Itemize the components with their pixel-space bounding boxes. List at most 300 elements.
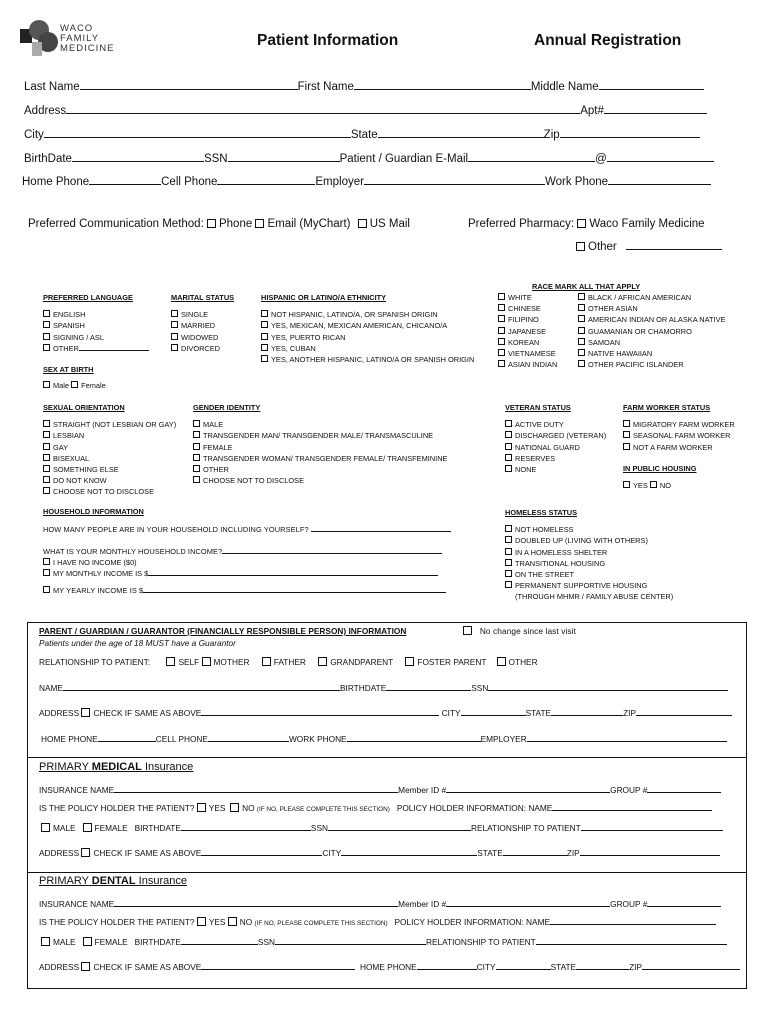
- marital-option: MARRIED: [181, 321, 216, 331]
- housing-yes-label: YES: [633, 481, 648, 491]
- home-phone-label: HOME PHONE: [41, 734, 98, 744]
- dental-relationship-field[interactable]: [536, 936, 727, 945]
- medical-insurance-title: [39, 761, 193, 773]
- checkbox[interactable]: [623, 443, 630, 450]
- address-label: ADDRESS: [39, 848, 80, 858]
- ssn-label: SSN: [310, 823, 328, 833]
- guarantor-name-field[interactable]: [63, 682, 340, 691]
- comm-email-checkbox[interactable]: [255, 219, 264, 228]
- comm-mail-checkbox[interactable]: [358, 219, 367, 228]
- household-size-field[interactable]: [311, 524, 451, 532]
- rel-option: FATHER: [273, 657, 306, 667]
- checkbox[interactable]: [505, 525, 512, 532]
- household-size-label: HOW MANY PEOPLE ARE IN YOUR HOUSEHOLD INCLUDING YOURSELF?: [43, 525, 309, 534]
- gender-option: MALE: [203, 420, 224, 430]
- state-field[interactable]: [378, 127, 544, 138]
- birthdate-field[interactable]: [72, 151, 204, 162]
- farm-worker-title: FARM WORKER STATUS: [623, 403, 711, 412]
- hispanic-section: [261, 292, 474, 365]
- race-option: ASIAN INDIAN: [508, 360, 558, 370]
- dental-ssn-field[interactable]: [275, 936, 426, 945]
- sexual-orientation-section: [43, 402, 176, 498]
- checkbox[interactable]: [43, 454, 50, 461]
- race-option: CHINESE: [508, 304, 541, 314]
- checkbox[interactable]: [193, 476, 200, 483]
- guarantor-home-phone-field[interactable]: [98, 733, 156, 742]
- phone-row: [22, 174, 711, 188]
- monthly-income-row: [43, 546, 442, 556]
- orientation-option: DO NOT KNOW: [53, 476, 107, 486]
- rel-father-checkbox[interactable]: [262, 657, 271, 666]
- rel-self-checkbox[interactable]: [166, 657, 175, 666]
- checkbox[interactable]: [623, 431, 630, 438]
- address-label: Address: [24, 105, 67, 117]
- rel-other-checkbox[interactable]: [497, 657, 506, 666]
- orientation-option: SOMETHING ELSE: [53, 465, 119, 475]
- checkbox[interactable]: [578, 349, 585, 356]
- sex-female-checkbox[interactable]: [71, 381, 78, 388]
- income-options: [43, 557, 438, 579]
- email-user-field[interactable]: [468, 151, 595, 162]
- checkbox[interactable]: [43, 431, 50, 438]
- sex-female-label: Female: [81, 381, 106, 391]
- birthdate-label: BIRTHDATE: [134, 937, 181, 947]
- state-label: STATE: [550, 962, 577, 972]
- relationship-label: RELATIONSHIP TO PATIENT: [425, 937, 536, 947]
- same-address-label: CHECK IF SAME AS ABOVE: [93, 962, 202, 972]
- comm-mail-label: US Mail: [369, 218, 410, 230]
- city-field[interactable]: [44, 127, 351, 138]
- medical-state-field[interactable]: [503, 847, 567, 856]
- comm-phone-label: Phone: [218, 218, 253, 230]
- checkbox[interactable]: [505, 420, 512, 427]
- checkbox[interactable]: [43, 465, 50, 472]
- no-income-checkbox[interactable]: [43, 558, 50, 565]
- checkbox[interactable]: [193, 454, 200, 461]
- homeless-option: ON THE STREET: [515, 570, 574, 580]
- homeless-option: IN A HOMELESS SHELTER: [515, 547, 608, 557]
- yearly-income-checkbox[interactable]: [43, 586, 50, 593]
- divider: [27, 757, 747, 758]
- race-option: GUAMANIAN OR CHAMORRO: [588, 326, 692, 336]
- checkbox[interactable]: [43, 310, 50, 317]
- checkbox[interactable]: [578, 338, 585, 345]
- medical-holder-no-checkbox[interactable]: [230, 803, 239, 812]
- dental-birthdate-field[interactable]: [181, 936, 258, 945]
- dental-kind: DENTAL: [91, 875, 136, 887]
- race-option: JAPANESE: [508, 326, 547, 336]
- lang-other-field[interactable]: [79, 343, 149, 351]
- ssn-field[interactable]: [228, 151, 340, 162]
- dental-male-checkbox[interactable]: [41, 937, 50, 946]
- race-option: AMERICAN INDIAN OR ALASKA NATIVE: [588, 315, 726, 325]
- checkbox[interactable]: [498, 315, 505, 322]
- veteran-option: NONE: [515, 465, 537, 475]
- dental-group-field[interactable]: [647, 898, 721, 907]
- race-col-2: [578, 292, 725, 370]
- checkbox[interactable]: [498, 304, 505, 311]
- hispanic-option: YES, MEXICAN, MEXICAN AMERICAN, CHICANO/A: [271, 321, 448, 331]
- gender-option: OTHER: [203, 465, 229, 475]
- monthly-label: MY MONTHLY INCOME IS $: [53, 569, 149, 579]
- gender-option: CHOOSE NOT TO DISCLOSE: [203, 476, 305, 486]
- comm-label: Preferred Communication Method:: [28, 218, 204, 230]
- race-title: RACE MARK ALL THAT APPLY: [532, 282, 641, 291]
- race-option: VIETNAMESE: [508, 349, 556, 359]
- checkbox[interactable]: [193, 420, 200, 427]
- city-row: [24, 127, 700, 141]
- checkbox[interactable]: [171, 344, 178, 351]
- lang-option: SIGNING / ASL: [53, 332, 104, 342]
- rel-grandparent-checkbox[interactable]: [318, 657, 327, 666]
- guarantor-ssn-field[interactable]: [488, 682, 728, 691]
- comm-email-label: Email (MyChart): [267, 218, 351, 230]
- monthly-income-field[interactable]: [222, 546, 442, 554]
- state-label: STATE: [477, 848, 503, 858]
- yes-label: YES: [208, 803, 226, 813]
- dental-same-address-checkbox[interactable]: [81, 962, 90, 971]
- home-phone-field[interactable]: [89, 174, 161, 185]
- zip-label: ZIP: [566, 848, 580, 858]
- guarantor-phone-row: [41, 733, 727, 744]
- last-name-field[interactable]: [80, 79, 298, 90]
- checkbox[interactable]: [43, 333, 50, 340]
- yearly-amount-field[interactable]: [143, 585, 446, 593]
- housing-yes-checkbox[interactable]: [623, 481, 630, 488]
- homeless-option: NOT HOMELESS: [515, 525, 574, 535]
- guarantor-note: Patients under the age of 18 MUST have a Guarantor: [39, 638, 236, 648]
- dental-zip-field[interactable]: [642, 961, 740, 970]
- holder-question: IS THE POLICY HOLDER THE PATIENT?: [39, 803, 195, 813]
- city-label: CITY: [322, 848, 342, 858]
- dental-address-row: [39, 961, 740, 972]
- medical-city-field[interactable]: [341, 847, 477, 856]
- medical-holder-row: [39, 802, 712, 813]
- divider: [27, 872, 747, 873]
- hispanic-title: HISPANIC OR LATINO/A ETHNICITY: [261, 293, 387, 302]
- member-id-label: Member ID #: [398, 785, 447, 795]
- cell-phone-field[interactable]: [217, 174, 315, 185]
- medical-ssn-field[interactable]: [328, 822, 471, 831]
- checkbox[interactable]: [43, 420, 50, 427]
- checkbox[interactable]: [498, 338, 505, 345]
- checkbox[interactable]: [261, 355, 268, 362]
- city-label: City: [24, 129, 44, 141]
- medical-relationship-field[interactable]: [581, 822, 723, 831]
- checkbox[interactable]: [498, 293, 505, 300]
- sex-at-birth-section: [43, 364, 106, 391]
- checkbox[interactable]: [505, 454, 512, 461]
- dental-holder-row: [39, 916, 716, 927]
- homeless-section: [505, 507, 673, 603]
- group-label: GROUP #: [610, 899, 648, 909]
- homeless-note: (THROUGH MHMR / FAMILY ABUSE CENTER): [515, 592, 674, 602]
- checkbox[interactable]: [498, 349, 505, 356]
- dental-state-field[interactable]: [576, 961, 629, 970]
- homeless-option: DOUBLED UP (LIVING WITH OTHERS): [515, 536, 648, 546]
- veteran-option: NATIONAL GUARD: [515, 442, 580, 452]
- checkbox[interactable]: [623, 420, 630, 427]
- race-col-1: [498, 292, 557, 370]
- guarantor-city-field[interactable]: [461, 707, 526, 716]
- checkbox[interactable]: [193, 443, 200, 450]
- logo-text-2: FAMILY: [60, 33, 100, 44]
- zip-label: ZIP: [629, 962, 643, 972]
- guarantor-birthdate-field[interactable]: [386, 682, 471, 691]
- checkbox[interactable]: [578, 327, 585, 334]
- race-option: BLACK / AFRICAN AMERICAN: [588, 293, 692, 302]
- checkbox[interactable]: [43, 487, 50, 494]
- yes-label: YES: [208, 917, 226, 927]
- annual-registration-title: Annual Registration: [534, 32, 682, 49]
- checkbox[interactable]: [171, 321, 178, 328]
- preferred-language-title: PREFERRED LANGUAGE: [43, 293, 133, 302]
- guarantor-zip-field[interactable]: [636, 707, 732, 716]
- apt-field[interactable]: [604, 103, 707, 114]
- email-domain-field[interactable]: [607, 151, 714, 162]
- veteran-status-section: [505, 402, 606, 475]
- member-id-label: Member ID #: [398, 899, 447, 909]
- comm-phone-checkbox[interactable]: [207, 219, 216, 228]
- dental-home-phone-field[interactable]: [417, 961, 477, 970]
- pharmacy-other-field[interactable]: [626, 239, 722, 250]
- name-label: NAME: [39, 683, 63, 693]
- relationship-label: RELATIONSHIP TO PATIENT: [470, 823, 581, 833]
- guarantor-address-field[interactable]: [201, 707, 439, 716]
- rel-option: MOTHER: [213, 657, 250, 667]
- holder-question: IS THE POLICY HOLDER THE PATIENT?: [39, 917, 195, 927]
- no-change-row: [463, 626, 576, 636]
- first-name-label: First Name: [297, 81, 354, 93]
- address-field[interactable]: [66, 103, 580, 114]
- checkbox[interactable]: [498, 360, 505, 367]
- checkbox[interactable]: [261, 321, 268, 328]
- sexual-orientation-title: SEXUAL ORIENTATION: [43, 403, 125, 412]
- household-title: HOUSEHOLD INFORMATION: [43, 507, 144, 516]
- farm-option: NOT A FARM WORKER: [633, 442, 713, 452]
- relationship-label: RELATIONSHIP TO PATIENT:: [39, 657, 151, 667]
- public-housing-title: IN PUBLIC HOUSING: [623, 463, 697, 473]
- checkbox[interactable]: [193, 465, 200, 472]
- no-note: (IF NO, PLEASE COMPLETE THIS SECTION): [256, 806, 390, 813]
- medical-holder-name-field[interactable]: [552, 802, 712, 811]
- pharmacy-other-checkbox[interactable]: [576, 242, 585, 251]
- no-change-checkbox[interactable]: [463, 626, 472, 635]
- guarantor-cell-phone-field[interactable]: [208, 733, 289, 742]
- female-label: FEMALE: [94, 823, 128, 833]
- middle-name-label: Middle Name: [530, 81, 599, 93]
- checkbox[interactable]: [578, 315, 585, 322]
- checkbox[interactable]: [261, 333, 268, 340]
- communication-method: [28, 218, 410, 230]
- veteran-option: ACTIVE DUTY: [515, 420, 564, 430]
- medical-ins-name-field[interactable]: [114, 784, 398, 793]
- pharmacy-wfm-checkbox[interactable]: [577, 219, 586, 228]
- city-label: CITY: [441, 708, 461, 718]
- dental-holder-no-checkbox[interactable]: [228, 917, 237, 926]
- zip-label: ZIP: [623, 708, 636, 718]
- medical-address-row: [39, 847, 720, 858]
- checkbox[interactable]: [505, 570, 512, 577]
- first-name-field[interactable]: [354, 79, 531, 90]
- dental-ins-name-field[interactable]: [114, 898, 398, 907]
- birth-row: [24, 151, 714, 165]
- page-title: Patient Information: [257, 32, 399, 49]
- homeless-option: PERMANENT SUPPORTIVE HOUSING: [515, 581, 648, 591]
- zip-field[interactable]: [560, 127, 700, 138]
- checkbox[interactable]: [505, 536, 512, 543]
- checkbox[interactable]: [261, 344, 268, 351]
- zip-label: Zip: [543, 129, 560, 141]
- checkbox[interactable]: [505, 443, 512, 450]
- monthly-income-checkbox[interactable]: [43, 569, 50, 576]
- checkbox[interactable]: [505, 559, 512, 566]
- household-size-row: [43, 524, 451, 534]
- checkbox[interactable]: [498, 327, 505, 334]
- medical-male-checkbox[interactable]: [41, 823, 50, 832]
- medical-member-field[interactable]: [446, 784, 610, 793]
- cell-phone-label: CELL PHONE: [155, 734, 208, 744]
- medical-holder-yes-checkbox[interactable]: [197, 803, 206, 812]
- checkbox[interactable]: [261, 310, 268, 317]
- checkbox[interactable]: [171, 333, 178, 340]
- medical-address-field[interactable]: [201, 847, 322, 856]
- city-label: CITY: [476, 962, 496, 972]
- gender-identity-section: [193, 402, 447, 486]
- ins-name-label: INSURANCE NAME: [39, 899, 115, 909]
- dental-city-field[interactable]: [496, 961, 551, 970]
- employer-field[interactable]: [364, 174, 545, 185]
- hispanic-option: YES, PUERTO RICAN: [271, 332, 346, 342]
- guarantor-work-phone-field[interactable]: [347, 733, 481, 742]
- orientation-option: GAY: [53, 442, 69, 452]
- medical-female-checkbox[interactable]: [83, 823, 92, 832]
- primary-label: PRIMARY: [39, 875, 89, 887]
- work-phone-label: WORK PHONE: [288, 734, 347, 744]
- same-address-checkbox[interactable]: [81, 708, 90, 717]
- rel-option: SELF: [178, 657, 200, 667]
- rel-option: GRANDPARENT: [330, 657, 394, 667]
- hispanic-option: NOT HISPANIC, LATINO/A, OR SPANISH ORIGIN: [271, 310, 438, 320]
- monthly-amount-field[interactable]: [148, 568, 438, 576]
- medical-group-field[interactable]: [647, 784, 721, 793]
- rel-mother-checkbox[interactable]: [202, 657, 211, 666]
- race-option: WHITE: [508, 293, 532, 302]
- dental-holder-yes-checkbox[interactable]: [197, 917, 206, 926]
- checkbox[interactable]: [505, 431, 512, 438]
- relationship-row: [39, 657, 538, 667]
- guarantor-employer-field[interactable]: [527, 733, 727, 742]
- checkbox[interactable]: [578, 360, 585, 367]
- checkbox[interactable]: [43, 443, 50, 450]
- cell-phone-label: Cell Phone: [161, 176, 218, 188]
- checkbox[interactable]: [578, 293, 585, 300]
- medical-zip-field[interactable]: [580, 847, 720, 856]
- sex-male-checkbox[interactable]: [43, 381, 50, 388]
- checkbox[interactable]: [43, 321, 50, 328]
- marital-option: SINGLE: [181, 310, 209, 320]
- checkbox[interactable]: [578, 304, 585, 311]
- checkbox[interactable]: [505, 581, 512, 588]
- medical-kind: MEDICAL: [91, 761, 142, 773]
- guarantor-state-field[interactable]: [551, 707, 623, 716]
- farm-worker-section: [623, 402, 735, 491]
- dental-member-field[interactable]: [446, 898, 610, 907]
- address-label: ADDRESS: [39, 708, 80, 718]
- dental-holder-details-row: [41, 936, 727, 947]
- birthdate-label: BIRTHDATE: [134, 823, 181, 833]
- state-label: State: [350, 129, 378, 141]
- race-option: OTHER PACIFIC ISLANDER: [588, 360, 684, 370]
- work-phone-field[interactable]: [608, 174, 711, 185]
- middle-name-field[interactable]: [599, 79, 704, 90]
- guarantor-address-row: [39, 707, 732, 718]
- birthdate-label: BirthDate: [24, 153, 72, 165]
- gender-option: FEMALE: [203, 442, 233, 452]
- checkbox[interactable]: [171, 310, 178, 317]
- housing-no-label: NO: [659, 481, 671, 491]
- medical-ins-row: [39, 784, 721, 795]
- veteran-option: DISCHARGED (VETERAN): [515, 431, 607, 441]
- medical-same-address-checkbox[interactable]: [81, 848, 90, 857]
- dental-holder-name-field[interactable]: [550, 916, 716, 925]
- hispanic-option: YES, ANOTHER HISPANIC, LATINO/A OR SPANISH ORIGIN: [271, 355, 475, 365]
- race-option: KOREAN: [508, 337, 540, 347]
- yearly-income-row: [43, 585, 446, 595]
- birthdate-label: BIRTHDATE: [339, 683, 387, 693]
- housing-no-checkbox[interactable]: [650, 481, 657, 488]
- dental-address-field[interactable]: [201, 961, 355, 970]
- insurance-label: Insurance: [138, 875, 187, 887]
- ssn-label: SSN: [471, 683, 489, 693]
- dental-insurance-title: [39, 875, 187, 887]
- sex-male-label: Male: [53, 381, 70, 391]
- male-label: MALE: [53, 937, 76, 947]
- rel-foster-checkbox[interactable]: [405, 657, 414, 666]
- employer-label: EMPLOYER: [480, 734, 527, 744]
- work-phone-label: Work Phone: [544, 176, 609, 188]
- checkbox[interactable]: [505, 548, 512, 555]
- medical-holder-details-row: [41, 822, 723, 833]
- veteran-option: RESERVES: [515, 453, 556, 463]
- group-label: GROUP #: [610, 785, 648, 795]
- no-note: (IF NO, PLEASE COMPLETE THIS SECTION): [254, 920, 388, 927]
- logo-text-1: WACO: [60, 23, 94, 34]
- sex-at-birth-title: SEX AT BIRTH: [43, 365, 94, 374]
- marital-option: WIDOWED: [181, 332, 219, 342]
- logo: [18, 18, 118, 62]
- marital-status-section: [171, 292, 234, 354]
- gender-identity-title: GENDER IDENTITY: [193, 403, 261, 412]
- lang-option: SPANISH: [53, 321, 85, 331]
- pharmacy-other-label: Other: [588, 241, 617, 253]
- dental-female-checkbox[interactable]: [83, 937, 92, 946]
- marital-option: DIVORCED: [181, 343, 221, 353]
- lang-option: ENGLISH: [53, 310, 86, 320]
- yearly-label: MY YEARLY INCOME IS $: [53, 586, 144, 595]
- male-label: MALE: [53, 823, 76, 833]
- race-option: NATIVE HAWAIIAN: [588, 349, 653, 359]
- checkbox[interactable]: [505, 465, 512, 472]
- checkbox[interactable]: [43, 476, 50, 483]
- checkbox[interactable]: [193, 431, 200, 438]
- medical-birthdate-field[interactable]: [181, 822, 311, 831]
- hispanic-option: YES, CUBAN: [271, 343, 316, 353]
- checkbox[interactable]: [43, 344, 50, 351]
- monthly-income-label: WHAT IS YOUR MONTHLY HOUSEHOLD INCOME?: [43, 547, 223, 556]
- ssn-label: SSN: [257, 937, 275, 947]
- holder-info-label: POLICY HOLDER INFORMATION: NAME: [396, 803, 553, 813]
